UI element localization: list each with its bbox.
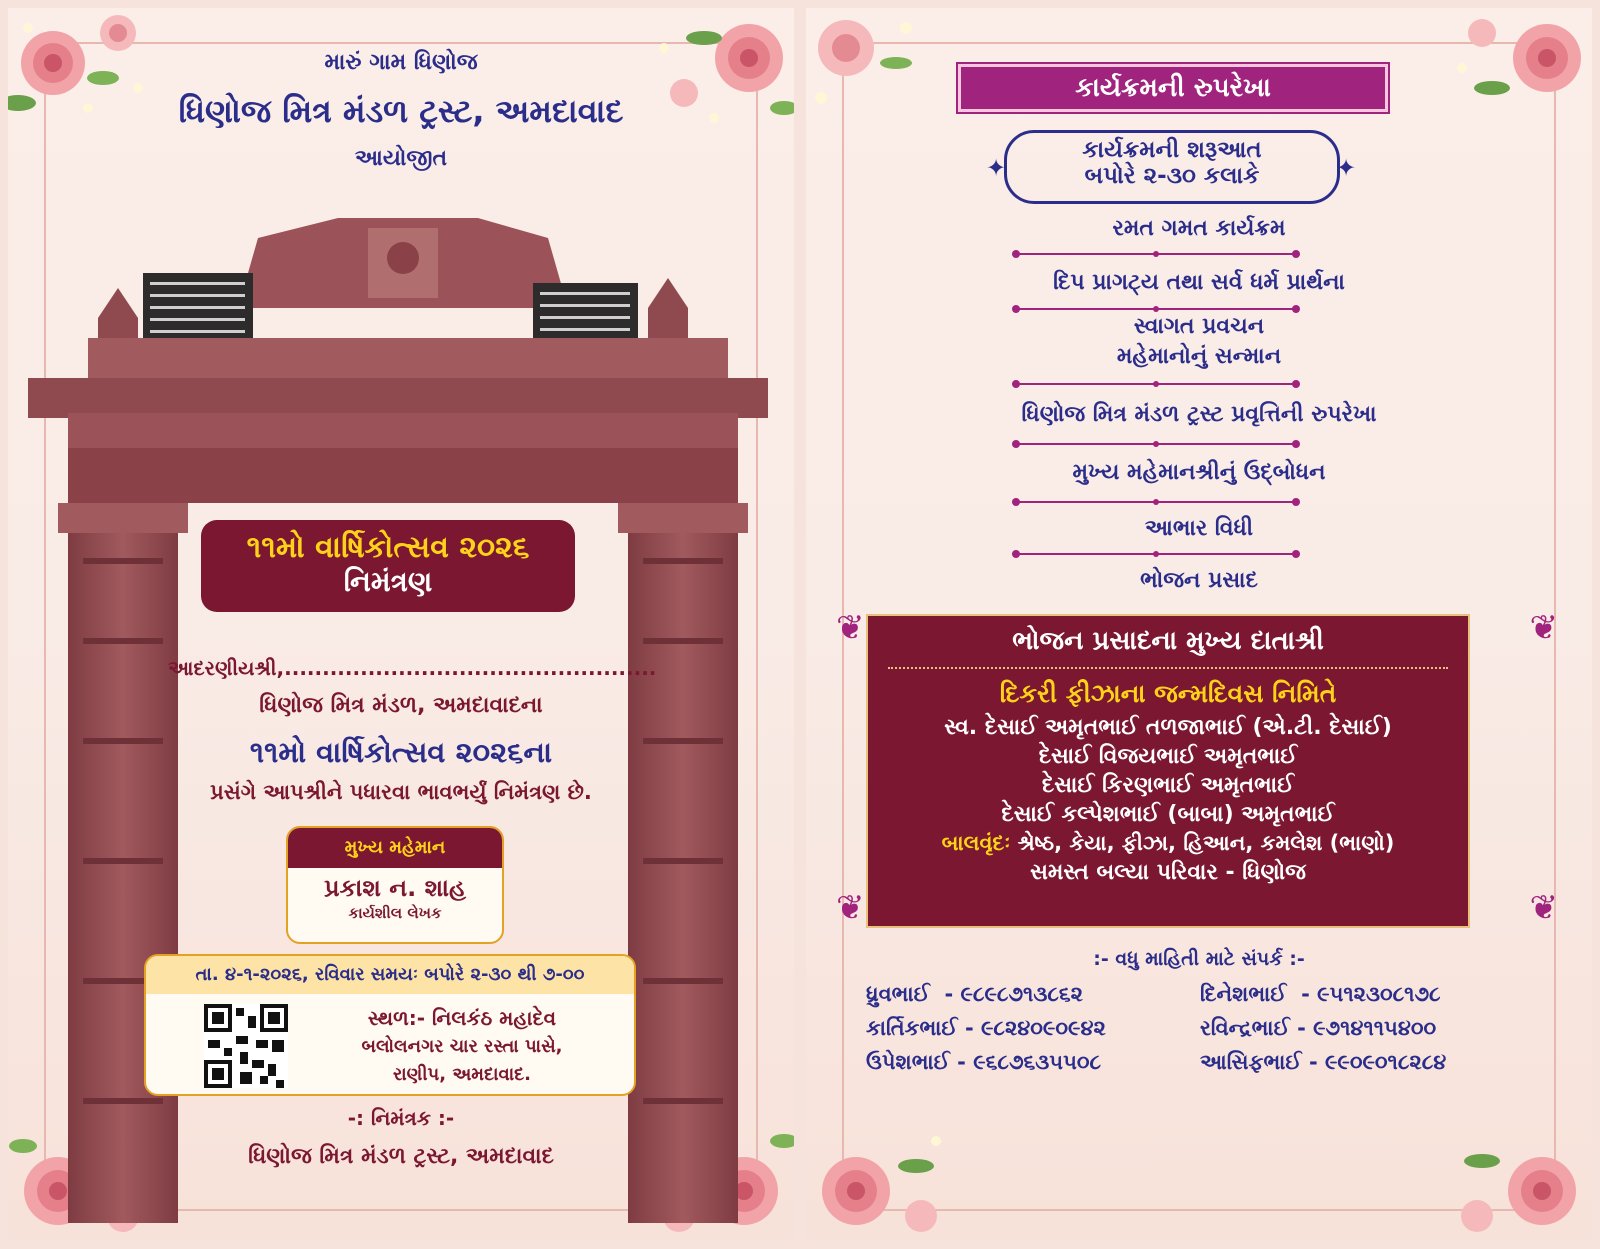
inviter-name: ધિણોજ મિત્ર મંડળ ટ્રસ્ટ, અમદાવાદ <box>248 1144 554 1169</box>
ornamental-divider <box>1006 492 1306 512</box>
festival-banner <box>201 520 575 612</box>
swirl-ornament-icon: ❦ <box>836 888 865 928</box>
ornamental-divider <box>1006 374 1306 394</box>
swirl-ornament-icon: ❦ <box>836 608 865 648</box>
donor-name: દેસાઈ વિજયભાઈ અમૃતભાઈ <box>1038 744 1298 769</box>
program-heading: કાર્યક્રમની રુપરેખા <box>958 64 1388 112</box>
donor-name: દેસાઈ કલ્પેશભાઈ (બાબા) અમૃતભાઈ <box>1001 802 1335 827</box>
contact-phone: - ૯૫૧૨૩૦૮૧૭૮ <box>1301 982 1441 1006</box>
start-time-line-1: કાર્યક્રમની શરૂઆત <box>1082 137 1262 163</box>
contact-name: રવિન્દ્રભાઈ <box>1200 1016 1290 1040</box>
donor-name: સ્વ. દેસાઈ અમૃતભાઈ તળજાભાઈ (એ.ટી. દેસાઈ) <box>944 715 1392 740</box>
rose-corner-decoration <box>806 8 956 128</box>
chief-guest-label: મુખ્ય મહેમાન <box>288 828 502 868</box>
trust-title: ધિણોજ મિત્ર મંડળ ટ્રસ્ટ, અમદાવાદ <box>178 92 624 130</box>
rose-corner-decoration <box>1442 8 1592 128</box>
contact-name: આસિફભાઈ <box>1200 1050 1302 1074</box>
venue-address-line-2: રાણીપ, અમદાવાદ. <box>392 1064 532 1085</box>
schedule-item: સ્વાગત પ્રવચન <box>1133 314 1265 339</box>
contact-phone: - ૯૬૮૭૬૩૫૫૦૮ <box>957 1050 1102 1074</box>
contact-phone: - ૯૯૦૯૦૧૮૨૮૪ <box>1308 1050 1447 1074</box>
start-time-line-2: બપોરે ૨-૩૦ કલાકે <box>1084 163 1260 189</box>
contact-phone: - ૯૮૨૪૦૯૦૯૪૨ <box>964 1016 1106 1040</box>
children-label: બાલવૃંદઃ <box>941 831 1011 855</box>
event-datetime: તા. ૪-૧-૨૦૨૬, રવિવાર સમયઃ બપોરે ૨-૩૦ થી ૭-૦૦ <box>146 956 634 994</box>
contact-entry <box>866 982 1083 1007</box>
donor-name: દેસાઈ કિરણભાઈ અમૃતભાઈ <box>1041 773 1295 798</box>
swirl-ornament-icon: ❦ <box>1529 608 1558 648</box>
contact-entry <box>1200 1050 1446 1075</box>
contact-entry <box>1200 1016 1436 1041</box>
chief-guest-card <box>286 826 504 944</box>
festival-subtitle: નિમંત્રણ <box>343 565 433 598</box>
venue-address-line-1: બલોલનગર ચાર રસ્તા પાસે, <box>361 1036 563 1057</box>
children-names: શ્રેષ્ઠ, કેયા, ફીઝા, હિઆન, કમલેશ (ભાણો) <box>1017 831 1395 855</box>
event-details-card <box>144 954 636 1096</box>
family-line: સમસ્ત બલ્યા પરિવાર - ધિણોજ <box>1030 860 1306 885</box>
invitation-front-page <box>8 8 794 1241</box>
contact-name: ધ્રુવભાઈ <box>866 982 930 1006</box>
ornamental-divider <box>1006 544 1306 564</box>
contact-entry <box>866 1016 1106 1041</box>
contact-entry <box>1200 982 1441 1007</box>
village-line: મારું ગામ ધિણોજ <box>324 50 478 75</box>
contact-entry <box>866 1050 1101 1075</box>
children-line <box>868 831 1468 856</box>
schedule-item: મુખ્ય મહેમાનશ્રીનું ઉદ્‌બોધન <box>1072 460 1326 485</box>
contact-name: કાર્તિકભાઈ <box>866 1016 958 1040</box>
ornamental-divider <box>1006 244 1306 264</box>
contact-phone: - ૯૮૯૮૭૧૩૮૬૨ <box>944 982 1083 1006</box>
ornamental-divider <box>1006 434 1306 454</box>
rose-corner-decoration <box>1442 1121 1592 1241</box>
contact-name: ઉપેશભાઈ <box>866 1050 950 1074</box>
contact-phone: - ૯૭૧૪૧૧૫૪૦૦ <box>1297 1016 1437 1040</box>
chief-guest-name: પ્રકાશ ન. શાહ <box>323 874 467 902</box>
organized-by: આયોજીત <box>354 146 448 171</box>
ornament-left-icon: ✦ <box>986 154 1007 182</box>
schedule-item: આભાર વિધી <box>1144 516 1254 541</box>
contact-name: દિનેશભાઈ <box>1200 982 1287 1006</box>
schedule-item: ધિણોજ મિત્ર મંડળ ટ્રસ્ટ પ્રવૃત્તિની રુપરેખા <box>1021 402 1377 427</box>
donor-occasion: દિકરી ફીઝાના જન્મદિવસ નિમિતે <box>999 679 1337 708</box>
donor-panel <box>866 614 1470 928</box>
schedule-item: દિપ પ્રાગટ્ય તથા સર્વ ધર્મ પ્રાર્થના <box>1053 270 1345 295</box>
ornament-right-icon: ✦ <box>1336 154 1357 182</box>
body-line-2: ૧૧મો વાર્ષિકોત્સવ ૨૦૨૬ના <box>249 735 553 769</box>
chief-guest-role: કાર્યશીલ લેખક <box>348 904 442 922</box>
festival-title: ૧૧મો વાર્ષિકોત્સવ ૨૦૨૬ <box>246 530 530 565</box>
start-time-box <box>1004 130 1340 204</box>
body-line-3: પ્રસંગે આપશ્રીને પધારવા ભાવભર્યું નિમંત્રણ છે. <box>210 780 592 804</box>
program-details-page <box>806 8 1592 1241</box>
qr-code-icon <box>204 1004 288 1088</box>
schedule-item: મહેમાનોનું સન્માન <box>1116 344 1282 369</box>
inviter-label: -: નિમંત્રક :- <box>347 1106 455 1130</box>
salutation-line: આદરણીયશ્રી,................................................. <box>168 656 657 680</box>
donor-title: ભોજન પ્રસાદના મુખ્ય દાતાશ્રી <box>1012 626 1324 656</box>
swirl-ornament-icon: ❦ <box>1529 888 1558 928</box>
venue-label: સ્થળ:- નિલકંઠ મહાદેવ <box>367 1006 557 1030</box>
schedule-item: ભોજન પ્રસાદ <box>1140 568 1258 593</box>
body-line-1: ધિણોજ મિત્ર મંડળ, અમદાવાદના <box>259 693 543 718</box>
donor-divider <box>888 667 1448 669</box>
schedule-item: રમત ગમત કાર્યક્રમ <box>1112 216 1286 241</box>
contact-heading: :- વધુ માહિતી માટે સંપર્ક :- <box>1093 948 1305 970</box>
rose-corner-decoration <box>806 1121 956 1241</box>
